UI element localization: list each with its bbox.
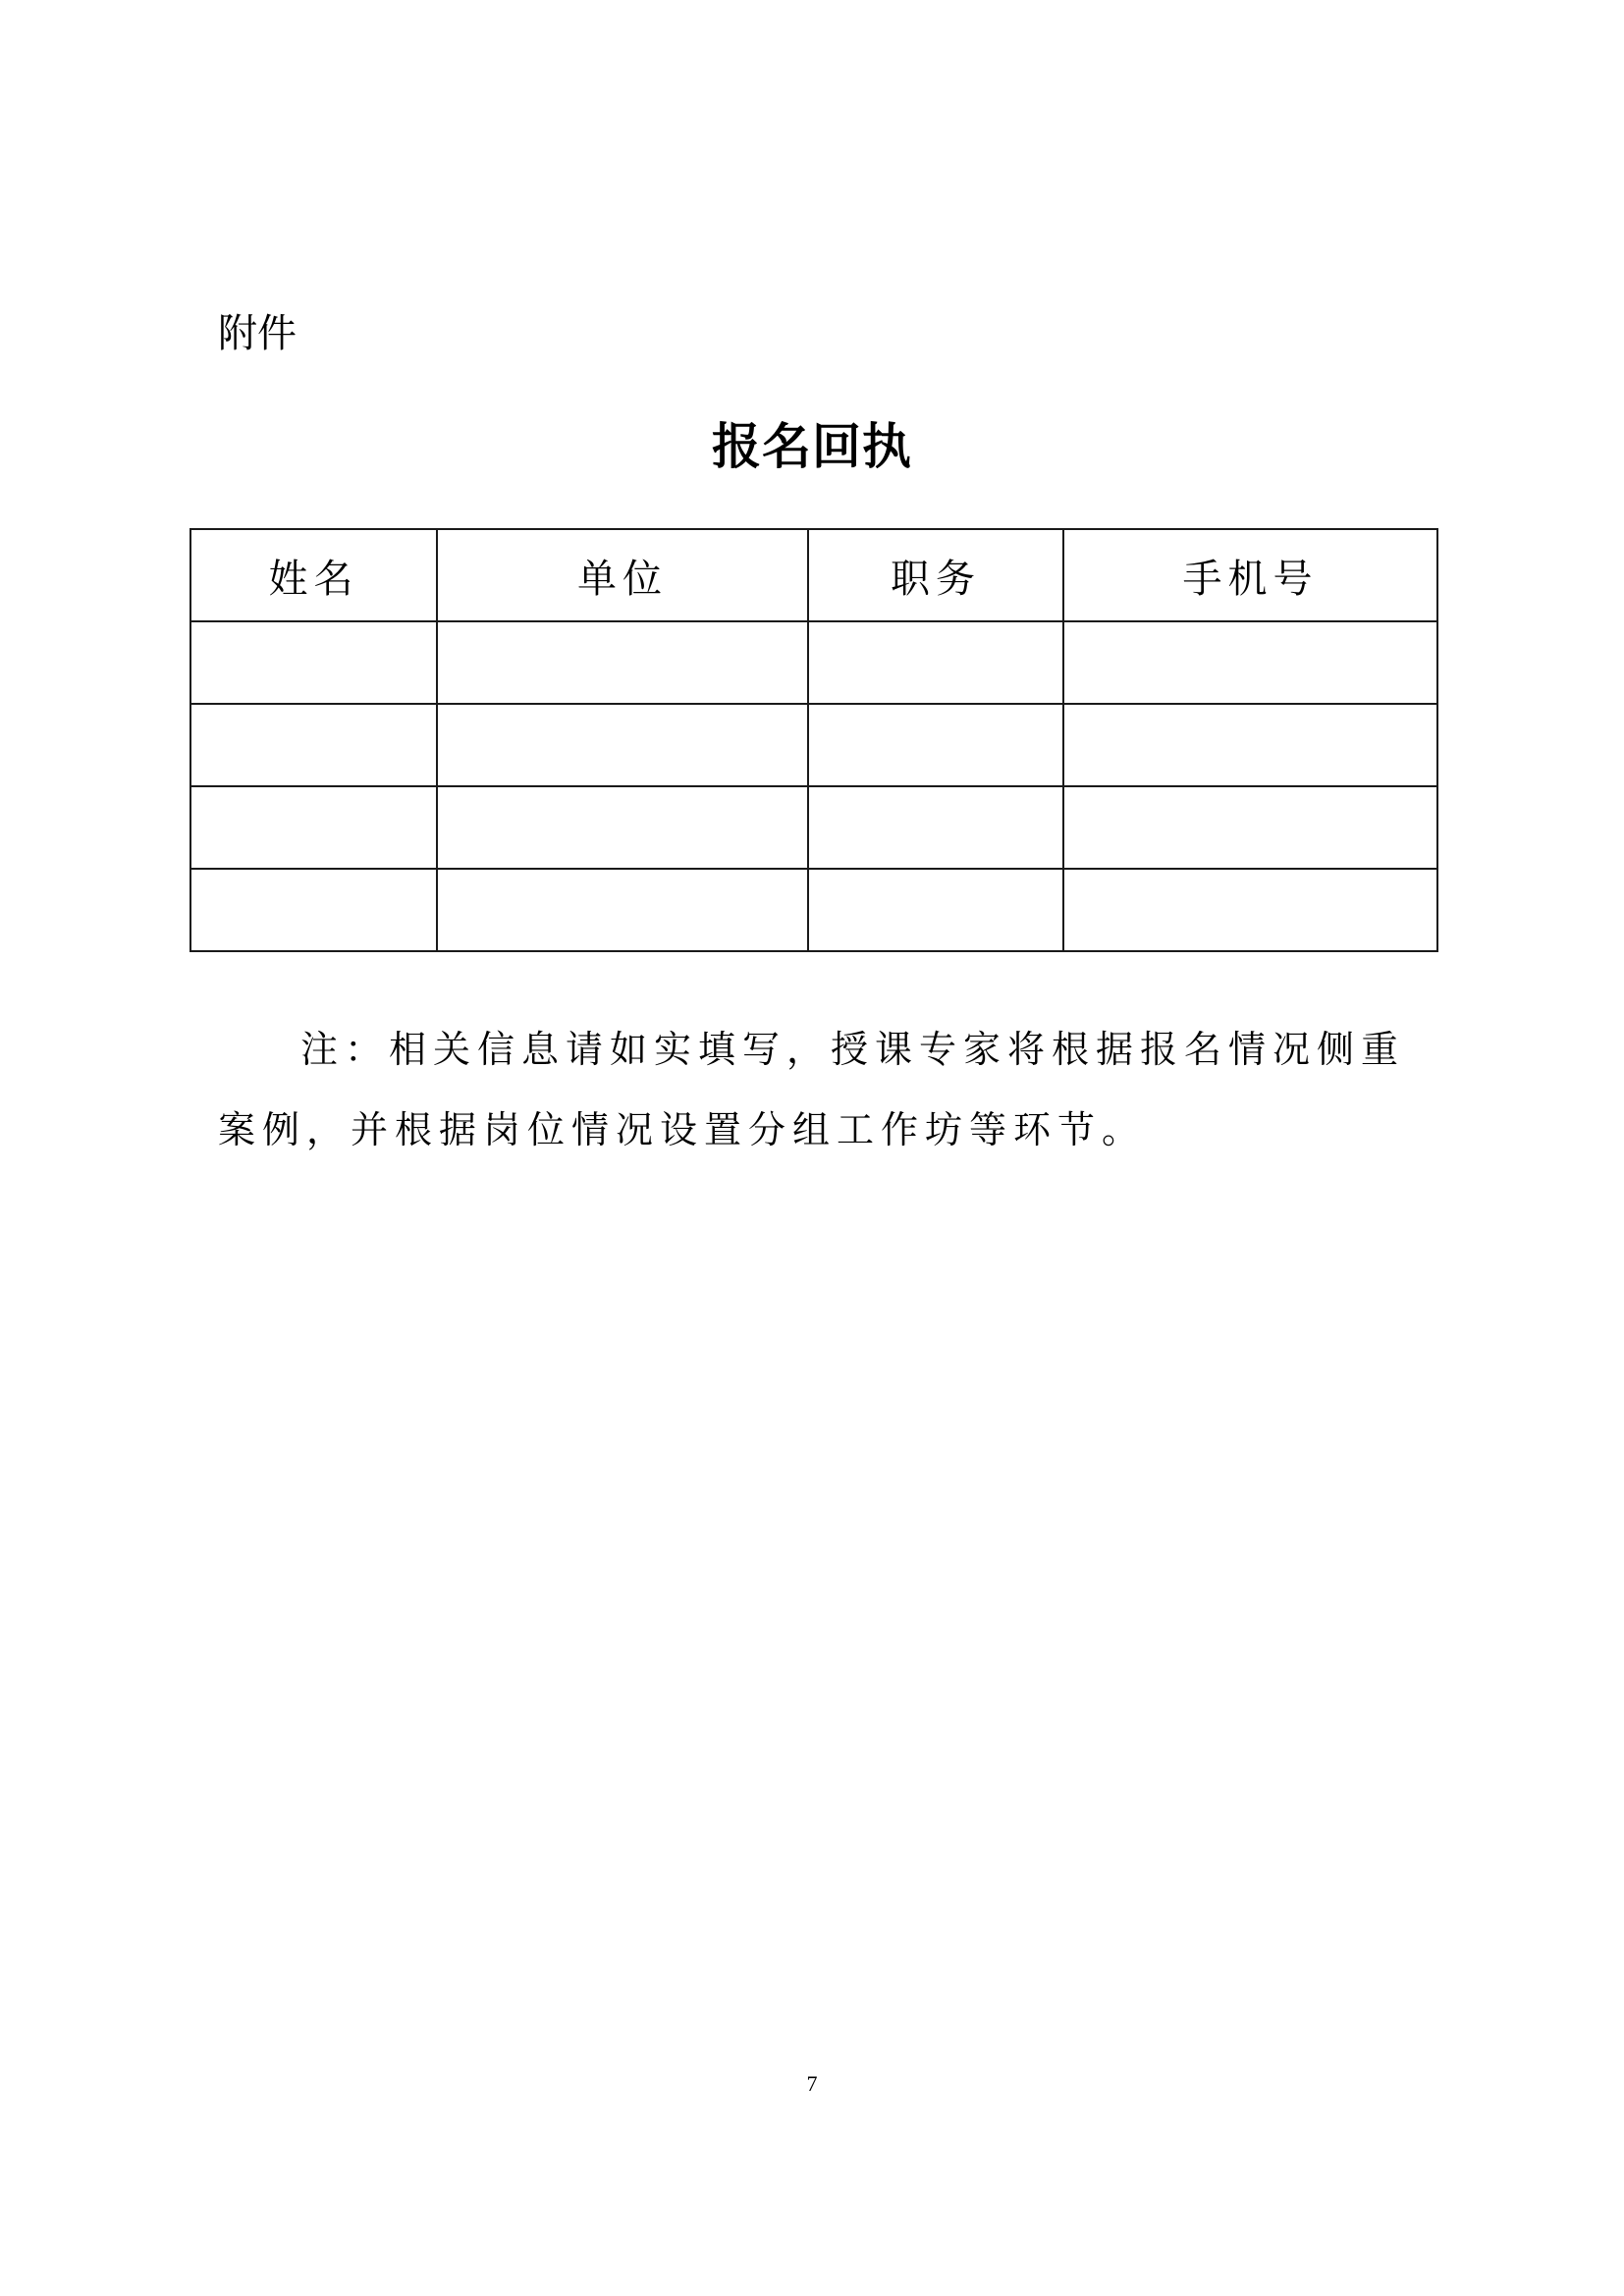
position-cell[interactable] — [808, 869, 1063, 951]
organization-cell[interactable] — [437, 869, 808, 951]
position-cell[interactable] — [808, 621, 1063, 704]
organization-cell[interactable] — [437, 621, 808, 704]
name-cell[interactable] — [190, 621, 437, 704]
table-row — [190, 786, 1437, 869]
name-cell[interactable] — [190, 704, 437, 786]
position-cell[interactable] — [808, 786, 1063, 869]
name-cell[interactable] — [190, 786, 437, 869]
header-name: 姓名 — [190, 529, 437, 621]
phone-cell[interactable] — [1063, 704, 1437, 786]
table-header-row — [190, 529, 1437, 621]
page-number: 7 — [806, 2071, 818, 2096]
attachment-label: 附件 — [218, 311, 297, 356]
table-row — [190, 621, 1437, 704]
header-position: 职务 — [808, 529, 1063, 621]
organization-cell[interactable] — [437, 786, 808, 869]
header-phone: 手机号 — [1063, 529, 1437, 621]
phone-cell[interactable] — [1063, 786, 1437, 869]
table-row — [190, 704, 1437, 786]
position-cell[interactable] — [808, 704, 1063, 786]
name-cell[interactable] — [190, 869, 437, 951]
registration-table — [189, 528, 1438, 952]
organization-cell[interactable] — [437, 704, 808, 786]
phone-cell[interactable] — [1063, 621, 1437, 704]
phone-cell[interactable] — [1063, 869, 1437, 951]
note-paragraph: 注：相关信息请如实填写，授课专家将根据报名情况侧重案例，并根据岗位情况设置分组工作坊等环节。 — [218, 1028, 1406, 1151]
header-organization: 单位 — [437, 529, 808, 621]
page-title: 报名回执 — [712, 417, 912, 475]
table-row — [190, 869, 1437, 951]
